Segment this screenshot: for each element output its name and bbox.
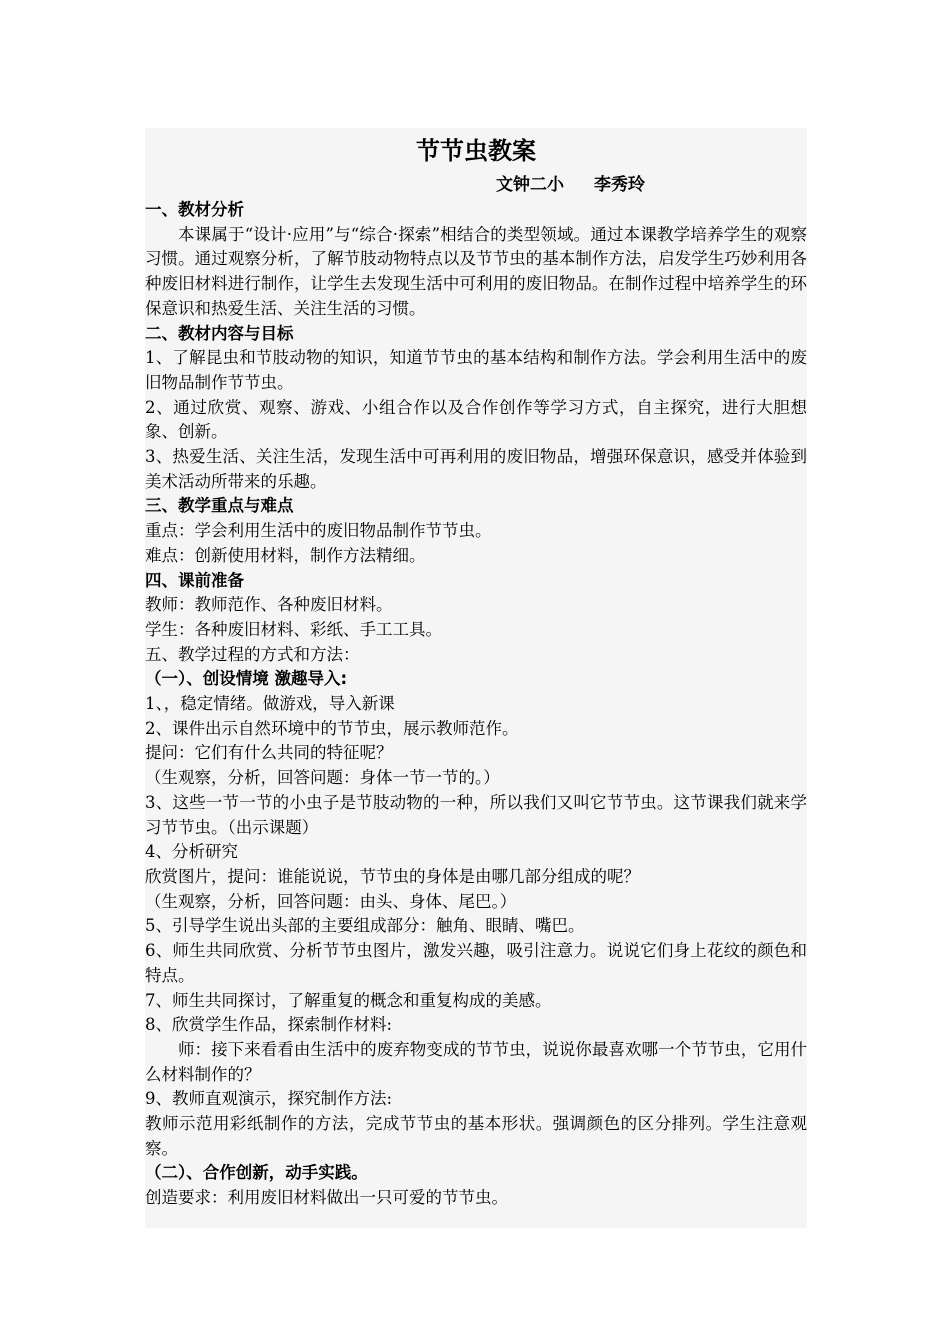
process-item: 8、欣赏学生作品，探索制作材料: — [145, 1015, 393, 1035]
process-item: 提问：它们有什么共同的特征呢？ — [145, 743, 393, 763]
section-4-item: 教师：教师范作、各种废旧材料。 — [145, 595, 393, 615]
process-item: 4、分析研究 — [145, 842, 238, 862]
section-heading-5: 五、教学过程的方式和方法： — [145, 644, 360, 664]
process-item: 6、师生共同欣赏、分析节节虫图片，激发兴趣，吸引注意力。说说它们身上花纹的颜色和特点。 — [145, 941, 807, 985]
author-line — [145, 172, 807, 198]
process-item: 9、教师直观演示，探究制作方法: — [145, 1089, 393, 1109]
section-heading-3: 三、教学重点与难点 — [145, 496, 294, 516]
process-item: 2、课件出示自然环境中的节节虫，展示教师范作。 — [145, 718, 519, 738]
teacher-line: 师：接下来看看由生活中的废弃物变成的节节虫，说说你最喜欢哪一个节节虫，它用什么材料制作的？ — [145, 1039, 807, 1084]
section-heading-1: 一、教材分析 — [145, 200, 244, 219]
process-item: 欣赏图片，提问：谁能说说，节节虫的身体是由哪几部分组成的呢？ — [145, 866, 640, 886]
section-2-item: 3、热爱生活、关注生活，发现生活中可再利用的废旧物品，增强环保意识，感受并体验到美术活动所带来的乐趣。 — [145, 447, 807, 491]
process-item: 7、师生共同探讨，了解重复的概念和重复构成的美感。 — [145, 990, 552, 1010]
subsection-heading-1: （一）、创设情境 激趣导入: — [145, 669, 348, 689]
section-1-paragraph: 本课属于“设计·应用”与“综合·探索”相结合的类型领域。通过本课教学培养学生的观察习惯。通过观察分析，了解节肢动物特点以及节节虫的基本制作方法，启发学生巧妙利用各种废旧材料进行制作，让学生去发现生活中可利用的废旧物品。在制作过程中培养学生的环保意识和热爱生活、关注生活的习惯。 — [145, 224, 807, 318]
author-name: 李秀玲 — [594, 175, 645, 195]
section-heading-2: 二、教材内容与目标 — [145, 323, 294, 343]
process-item: （生观察，分析，回答问题：由头、身体、尾巴。） — [145, 891, 517, 911]
process-item: 5、引导学生说出头部的主要组成部分：触角、眼睛、嘴巴。 — [145, 916, 585, 936]
process-item: 1、，稳定情绪。做游戏，导入新课 — [145, 694, 395, 714]
section-heading-4: 四、课前准备 — [145, 570, 244, 590]
section-4-item: 学生：各种废旧材料、彩纸、手工工具。 — [145, 619, 442, 639]
document — [145, 128, 807, 1211]
author-school: 文钟二小 — [496, 175, 564, 195]
doc-title: 节节虫教案 — [416, 137, 536, 165]
section-3-item: 难点：创新使用材料，制作方法精细。 — [145, 545, 426, 565]
section-2-item: 1、了解昆虫和节肢动物的知识，知道节节虫的基本结构和制作方法。学会利用生活中的废旧物品制作节节虫。 — [145, 348, 807, 392]
process-item: （生观察，分析，回答问题：身体一节一节的。） — [145, 768, 500, 788]
subsection-heading-2: （二）、合作创新，动手实践。 — [145, 1163, 368, 1183]
process-item: 创造要求：利用废旧材料做出一只可爱的节节虫。 — [145, 1188, 508, 1208]
process-item: 3、这些一节一节的小虫子是节肢动物的一种，所以我们又叫它节节虫。这节课我们就来学习节节虫。（出示课题） — [145, 792, 807, 837]
section-2-item: 2、通过欣赏、观察、游戏、小组合作以及合作创作等学习方式，自主探究，进行大胆想象、创新。 — [145, 397, 807, 442]
process-item: 教师示范用彩纸制作的方法，完成节节虫的基本形状。强调颜色的区分排列。学生注意观察。 — [145, 1114, 807, 1158]
section-3-item: 重点：学会利用生活中的废旧物品制作节节虫。 — [145, 521, 492, 541]
